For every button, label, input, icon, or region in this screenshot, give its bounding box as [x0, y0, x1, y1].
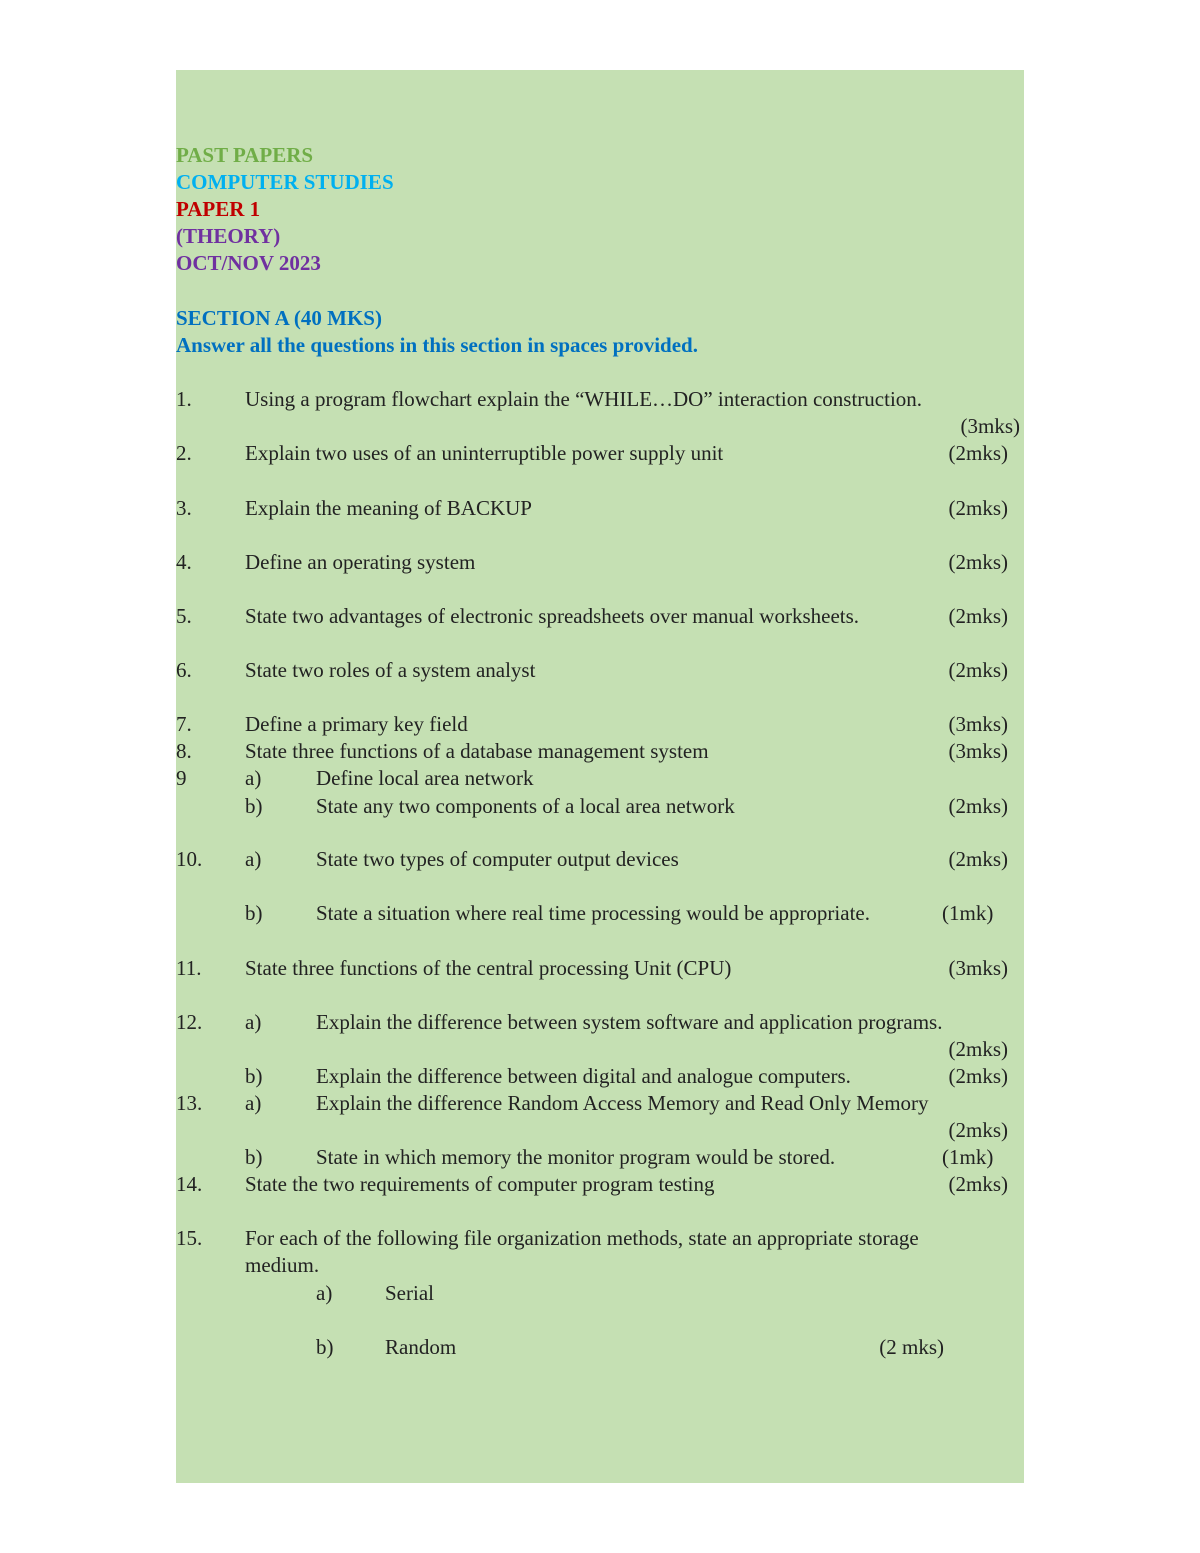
- question-text: State in which memory the monitor program would be stored.: [316, 1145, 836, 1169]
- question-number: 14.: [176, 1172, 203, 1196]
- question-number: 10.: [176, 847, 203, 871]
- question-text: State three functions of the central processing Unit (CPU): [245, 956, 732, 980]
- subquestion-label: a): [245, 1010, 262, 1034]
- question-text: State a situation where real time processing would be appropriate.: [316, 901, 870, 925]
- question-text: Random: [385, 1335, 457, 1359]
- question-number: 7.: [176, 712, 192, 736]
- question-marks: (2mks): [948, 441, 1008, 465]
- question-text: State the two requirements of computer program testing: [245, 1172, 715, 1196]
- question-marks: (2mks): [948, 550, 1008, 574]
- question-text: Explain two uses of an uninterruptible power supply unit: [245, 441, 724, 465]
- question-number: 5.: [176, 604, 192, 628]
- subquestion-label: b): [245, 794, 263, 818]
- question-number: 4.: [176, 550, 192, 574]
- question-number: 6.: [176, 658, 192, 682]
- question-text: Explain the difference Random Access Memory and Read Only Memory: [316, 1091, 929, 1115]
- question-text: State two roles of a system analyst: [245, 658, 536, 682]
- header-date: OCT/NOV 2023: [176, 251, 321, 275]
- question-text: Define an operating system: [245, 550, 476, 574]
- question-text: State two advantages of electronic spreadsheets over manual worksheets.: [245, 604, 860, 628]
- question-text: State three functions of a database management system: [245, 739, 709, 763]
- question-number: 8.: [176, 739, 192, 763]
- question-marks: (2mks): [948, 658, 1008, 682]
- subquestion-label: a): [245, 1091, 262, 1115]
- question-marks: (2mks): [948, 1064, 1008, 1088]
- question-text: For each of the following file organization methods, state an appropriate storage: [245, 1226, 919, 1250]
- subquestion-label: b): [245, 1064, 263, 1088]
- subquestion-label: b): [245, 901, 263, 925]
- question-text: Explain the difference between digital and analogue computers.: [316, 1064, 851, 1088]
- question-marks: (3mks): [960, 414, 1020, 438]
- question-marks: (1mk): [942, 901, 994, 925]
- subquestion-label: a): [245, 847, 262, 871]
- question-marks: (3mks): [948, 712, 1008, 736]
- section-instruction: Answer all the questions in this section in spaces provided.: [176, 333, 698, 357]
- question-text: Explain the meaning of BACKUP: [245, 496, 532, 520]
- question-text: Explain the difference between system software and application programs.: [316, 1010, 943, 1034]
- question-text: Serial: [385, 1281, 434, 1305]
- question-marks: (2mks): [948, 847, 1008, 871]
- question-number: 12.: [176, 1010, 203, 1034]
- header-paper: PAPER 1: [176, 197, 261, 221]
- question-marks: (2mks): [948, 1118, 1008, 1142]
- question-number: 13.: [176, 1091, 203, 1115]
- subquestion-label: a): [245, 766, 262, 790]
- question-number: 2.: [176, 441, 192, 465]
- question-text: Define local area network: [316, 766, 534, 790]
- subquestion-label: a): [316, 1281, 333, 1305]
- question-text: State two types of computer output devices: [316, 847, 679, 871]
- question-text: State any two components of a local area network: [316, 794, 735, 818]
- question-marks: (2mks): [948, 794, 1008, 818]
- subquestion-label: b): [245, 1145, 263, 1169]
- section-title: SECTION A (40 MKS): [176, 306, 382, 330]
- question-marks: (3mks): [948, 956, 1008, 980]
- question-marks: (2mks): [948, 604, 1008, 628]
- question-marks: (2mks): [948, 1172, 1008, 1196]
- question-marks: (1mk): [942, 1145, 994, 1169]
- question-marks: (2mks): [948, 496, 1008, 520]
- question-marks: (2mks): [948, 1037, 1008, 1061]
- question-number: 3.: [176, 496, 192, 520]
- subquestion-label: b): [316, 1335, 334, 1359]
- header-past-papers: PAST PAPERS: [176, 143, 314, 167]
- header-subject: COMPUTER STUDIES: [176, 170, 394, 194]
- question-text: Using a program flowchart explain the “WHILE…DO” interaction construction.: [245, 387, 923, 411]
- question-marks: (3mks): [948, 739, 1008, 763]
- question-number: 11.: [176, 956, 202, 980]
- question-number: 1.: [176, 387, 192, 411]
- question-text: Define a primary key field: [245, 712, 468, 736]
- question-number: 15.: [176, 1226, 203, 1250]
- question-text-continued: medium.: [245, 1253, 320, 1277]
- question-marks: (2 mks): [879, 1335, 944, 1359]
- header-theory: (THEORY): [176, 224, 281, 248]
- question-number: 9: [176, 766, 187, 790]
